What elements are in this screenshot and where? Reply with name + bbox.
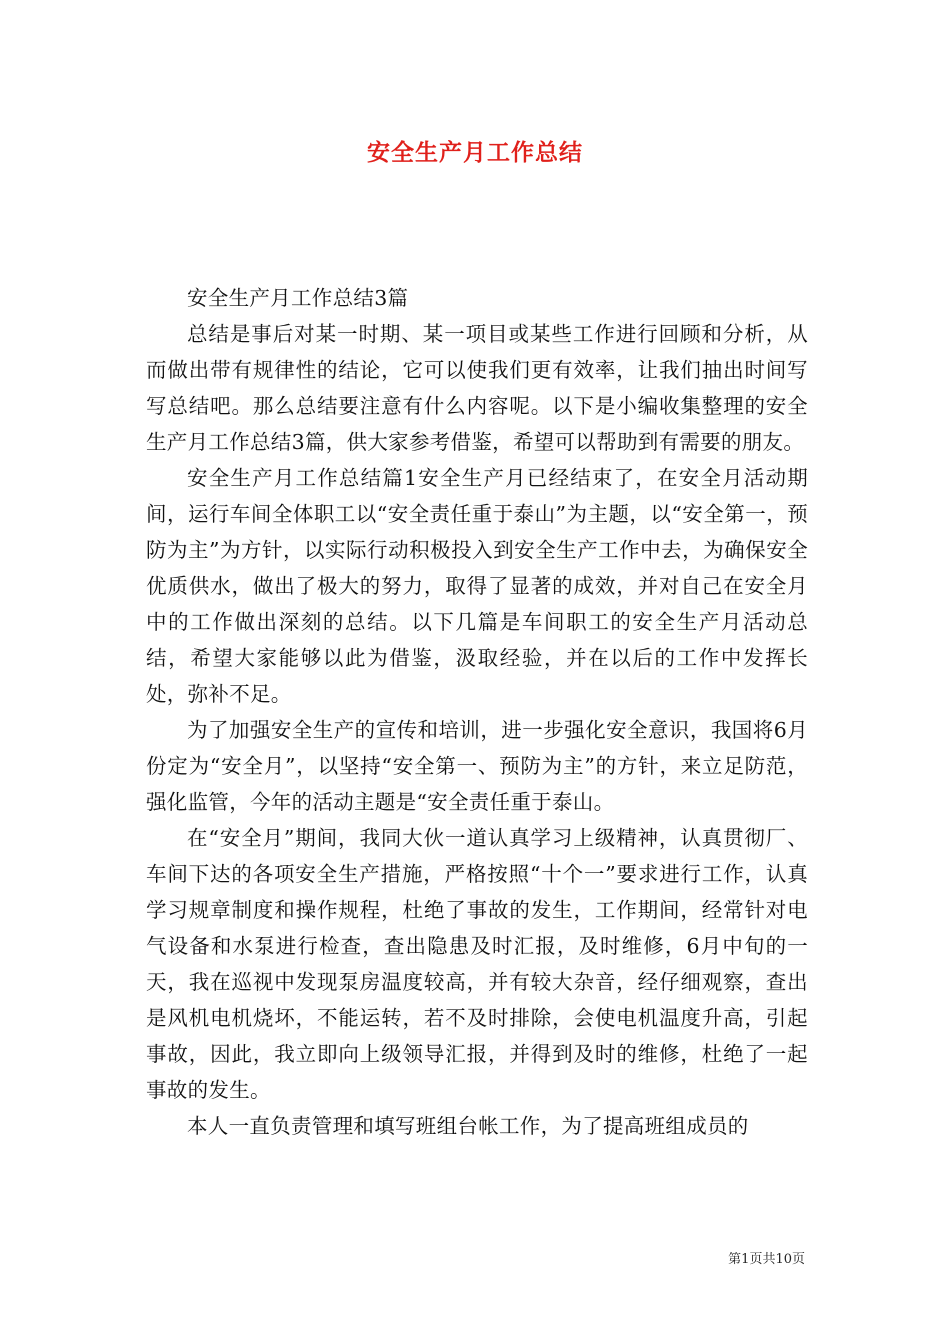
paragraph: 在“安全月”期间，我同大伙一道认真学习上级精神，认真贯彻厂、车间下达的各项安全生产措施，严格按照“十个一”要求进行工作，认真学习规章制度和操作规程，杜绝了事故的发生，工作期间，经常针对电气设备和水泵进行检查，查出隐患及时汇报，及时维修，6月中旬的一天，我在巡视中发现泵房温度较高，并有较大杂音，经仔细观察，查出是风机电机烧坏，不能运转，若不及时排除，会使电机温度升高，引起事故，因此，我立即向上级领导汇报，并得到及时的维修，杜绝了一起事故的发生。 <box>146 826 808 1102</box>
page-number: 第1页共10页 <box>728 1252 805 1267</box>
paragraph: 总结是事后对某一时期、某一项目或某些工作进行回顾和分析，从而做出带有规律性的结论，它可以使我们更有效率，让我们抽出时间写写总结吧。那么总结要注意有什么内容呢。以下是小编收集整理的安全生产月工作总结3篇，供大家参考借鉴，希望可以帮助到有需要的朋友。 <box>146 322 808 454</box>
paragraph: 本人一直负责管理和填写班组台帐工作，为了提高班组成员的 <box>187 1114 749 1138</box>
paragraph: 安全生产月工作总结篇1安全生产月已经结束了，在安全月活动期间，运行车间全体职工以“安全责任重于泰山”为主题，以“安全第一，预防为主”为方针，以实际行动积极投入到安全生产工作中去，为确保安全优质供水，做出了极大的努力，取得了显著的成效，并对自己在安全月中的工作做出深刻的总结。以下几篇是车间职工的安全生产月活动总结，希望大家能够以此为借鉴，汲取经验，并在以后的工作中发挥长处，弥补不足。 <box>146 466 808 706</box>
paragraph-subtitle: 安全生产月工作总结3篇 <box>187 286 409 310</box>
paragraph: 为了加强安全生产的宣传和培训，进一步强化安全意识，我国将6月份定为“安全月”，以坚持“安全第一、预防为主”的方针，来立足防范，强化监管，今年的活动主题是“安全责任重于泰山。 <box>146 718 808 814</box>
document-title: 安全生产月工作总结 <box>367 139 583 166</box>
document-body <box>146 280 808 1144</box>
